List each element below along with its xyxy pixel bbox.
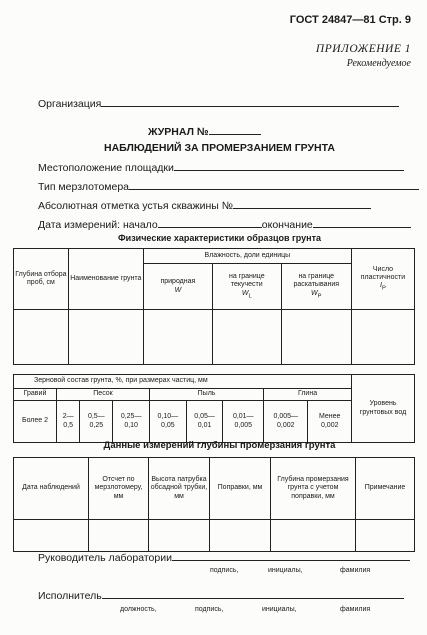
- head-caption-sign: подпись,: [210, 567, 239, 574]
- t2-col-gravel: Гравий: [14, 389, 57, 401]
- t2-cell: Более 2: [14, 401, 57, 443]
- t1-col-depth: Глубина отбора проб, см: [14, 249, 69, 310]
- date-start-label: Дата измерений: начало: [38, 219, 158, 231]
- t3-cell[interactable]: [356, 520, 415, 552]
- t3-cell[interactable]: [149, 520, 210, 552]
- journal-number: [148, 126, 261, 138]
- location-blank[interactable]: [174, 170, 404, 171]
- t3-col-date: Дата наблюдений: [14, 458, 89, 520]
- t3-cell[interactable]: [271, 520, 356, 552]
- grain-table: [13, 374, 415, 443]
- field-date: [38, 219, 411, 231]
- t2-cell: 0,05—0,01: [186, 401, 223, 443]
- t3-col-note: Примечание: [356, 458, 415, 520]
- table1-title: Физические характеристики образцов грунта: [117, 233, 321, 243]
- t2-cell: 2—0,5: [57, 401, 80, 443]
- t1-cell[interactable]: [68, 310, 143, 365]
- org-blank[interactable]: [101, 106, 399, 107]
- t1-col-humidity: Влажность, доли единицы: [143, 249, 351, 264]
- type-label: Тип мерзлотомера: [38, 181, 130, 193]
- org-label: Организация: [38, 98, 102, 110]
- t3-col-reading: Отсчет по мерзлотомеру, мм: [89, 458, 149, 520]
- head-caption-surname: фамилия: [340, 567, 371, 574]
- t3-cell[interactable]: [14, 520, 89, 552]
- t2-cell: 0,01—0,005: [223, 401, 264, 443]
- freeze-table: [13, 457, 415, 552]
- journal-number-blank[interactable]: [209, 134, 261, 135]
- t2-cell: 0,005—0,002: [264, 401, 308, 443]
- t3-cell[interactable]: [210, 520, 271, 552]
- t3-cell[interactable]: [89, 520, 149, 552]
- page-header: ГОСТ 24847—81 Стр. 9: [289, 14, 411, 26]
- date-start-blank[interactable]: [158, 227, 262, 228]
- physical-table: [13, 248, 415, 365]
- t3-col-corr: Поправки, мм: [210, 458, 271, 520]
- head-signature-blank[interactable]: [172, 560, 410, 561]
- field-location: [38, 162, 404, 174]
- elevation-label: Абсолютная отметка устья скважины №: [38, 200, 234, 212]
- date-end-blank[interactable]: [313, 227, 411, 228]
- t2-col-groundwater: Уровень грунтовых вод: [352, 375, 415, 443]
- t3-col-height: Высота патрубка обсадной трубки, мм: [149, 458, 210, 520]
- head-caption-initials: инициалы,: [268, 567, 303, 574]
- exec-caption-surname: фамилия: [340, 606, 371, 613]
- t1-cell[interactable]: [212, 310, 281, 365]
- t2-col-dust: Пыль: [150, 389, 264, 401]
- executor-label: Исполнитель: [38, 590, 102, 602]
- org-line: [38, 98, 399, 110]
- exec-caption-sign: подпись,: [195, 606, 224, 613]
- t2-cell: 0,10—0,05: [150, 401, 187, 443]
- t1-col-name: Наименование грунта: [68, 249, 143, 310]
- field-elevation: [38, 200, 371, 212]
- t1-cell[interactable]: [143, 310, 212, 365]
- head-label: Руководитель лаборатории: [38, 552, 172, 564]
- table3-title: Данные измерений глубины промерзания грунта: [103, 440, 336, 451]
- t1-col-plastic: на границе раскатывания $W_P$: [281, 264, 351, 310]
- t2-cell: 0,5—0,25: [80, 401, 113, 443]
- appendix-title: ПРИЛОЖЕНИЕ 1: [315, 43, 411, 55]
- exec-caption-initials: инициалы,: [262, 606, 297, 613]
- t1-col-index: Число пластичности $I_P$: [351, 249, 414, 310]
- t1-col-liquid: на границе текучести $W_L$: [212, 264, 281, 310]
- exec-caption-position: должность,: [120, 606, 157, 613]
- t2-col-sand: Песок: [57, 389, 150, 401]
- t1-cell[interactable]: [281, 310, 351, 365]
- date-end-label: окончание: [261, 219, 313, 231]
- t2-cell: 0,25—0,10: [113, 401, 150, 443]
- t1-col-natural: природная W: [143, 264, 212, 310]
- t2-col-clay: Глина: [264, 389, 352, 401]
- t1-cell[interactable]: [351, 310, 414, 365]
- location-label: Местоположение площадки: [38, 162, 174, 174]
- appendix-subtitle: Рекомендуемое: [346, 58, 411, 69]
- journal-label: ЖУРНАЛ №: [148, 126, 209, 138]
- executor-signature-line: [38, 590, 404, 602]
- elevation-blank[interactable]: [233, 208, 371, 209]
- t1-cell[interactable]: [14, 310, 69, 365]
- t2-title: Зерновой состав грунта, %, при размерах частиц, мм: [14, 375, 352, 389]
- t2-cell: Менее 0,002: [308, 401, 352, 443]
- field-type: [38, 181, 419, 193]
- t3-col-depth: Глубина промерзания грунта с учетом поправки, мм: [271, 458, 356, 520]
- executor-signature-blank[interactable]: [102, 598, 404, 599]
- journal-title: НАБЛЮДЕНИЙ ЗА ПРОМЕРЗАНИЕМ ГРУНТА: [104, 142, 335, 154]
- type-blank[interactable]: [129, 189, 419, 190]
- head-signature-line: [38, 552, 410, 564]
